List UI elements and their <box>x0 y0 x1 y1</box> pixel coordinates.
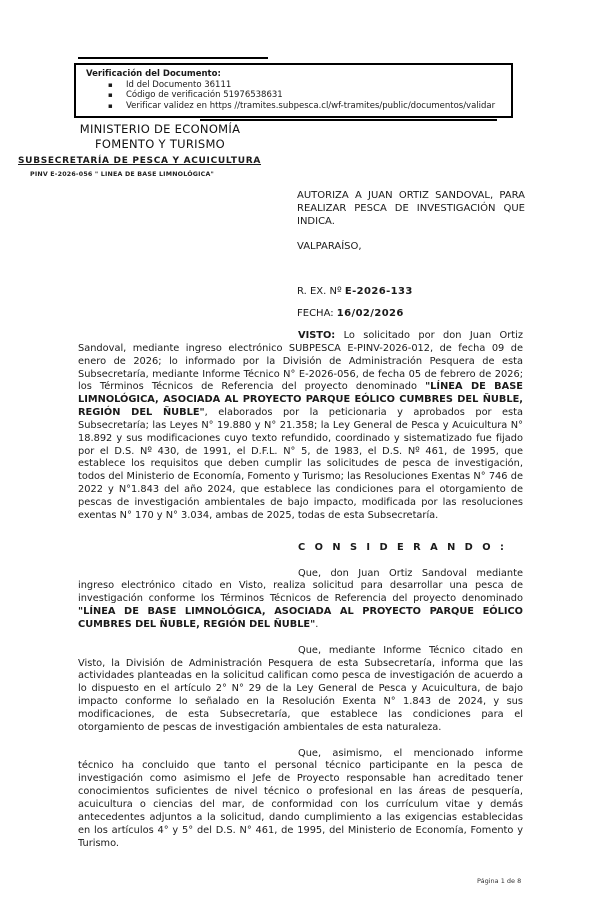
verification-list <box>86 80 505 111</box>
rex-label: R. EX. Nº <box>297 286 345 297</box>
fecha-value: 16/02/2026 <box>336 308 404 319</box>
resolution-subject: AUTORIZA A JUAN ORTIZ SANDOVAL, PARA REALIZAR PESCA DE INVESTIGACIÓN QUE INDICA. <box>297 190 525 227</box>
square-bullet-icon: ▪ <box>108 81 113 90</box>
ministry-line1: MINISTERIO DE ECONOMÍA <box>79 122 241 136</box>
verification-item <box>108 80 505 90</box>
city-line: VALPARAÍSO, <box>297 241 362 252</box>
fecha-label: FECHA: <box>297 308 337 319</box>
considerando-paragraph-2: Que, mediante Informe Técnico citado en Visto, la División de Administración Pesquera de esta Subsecretaría, informa que las actividades planteadas en la solicitud califican como pesca de investigación de acuerdo a lo dispuesto en el artículo 2° N° 29 de la Ley General de Pesca y Acuicultura, de bajo impacto conforme lo señalado en la Resolución Exenta N° 1.843 de 2024, y sus modificaciones, de esta Subsecretaría, que establece las condiciones para el otorgamiento de pescas de investigación ambientales de esta naturaleza. <box>78 644 523 733</box>
verification-box <box>74 63 513 118</box>
verification-item <box>108 101 505 111</box>
p1-text-after: . <box>315 618 319 630</box>
document-body <box>78 330 523 850</box>
p1-project-title: "LÍNEA DE BASE LIMNOLÓGICA, ASOCIADA AL PROYECTO PARQUE EÓLICO CUMBRES DEL ÑUBLE, REGIÓN DEL ÑUBLE" <box>78 606 523 630</box>
subsecretaria-title: SUBSECRETARÍA DE PESCA Y ACUICULTURA <box>18 156 262 166</box>
square-bullet-icon: ▪ <box>108 91 113 100</box>
verification-item-text: Id del Documento 36111 <box>126 80 232 91</box>
visto-text-before: Lo solicitado por don Juan Ortiz Sandoval, mediante ingreso electrónico SUBPESCA E-PINV-2026-012, de fecha 09 de enero de 2026; lo informado por la División de Administración Pesquera de esta Subsecretaría, mediante Informe Técnico N° E-2026-056, de fecha 05 de febrero de 2026; los Términos Técnicos de Referencia del proyecto denominado <box>78 330 523 393</box>
visto-paragraph <box>78 330 523 523</box>
page-number: Página 1 de 8 <box>477 877 522 885</box>
considerando-paragraph-1 <box>78 568 523 632</box>
considerando-heading: C O N S I D E R A N D O : <box>298 541 507 553</box>
visto-project-title: "LÍNEA DE BASE LIMNOLÓGICA, ASOCIADA AL PROYECTO PARQUE EÓLICO CUMBRES DEL ÑUBLE, REGIÓN DEL ÑUBLE" <box>78 381 523 419</box>
visto-label: VISTO: <box>298 330 336 341</box>
verification-item <box>108 90 505 100</box>
project-code: PINV E-2026-056 " LINEA DE BASE LIMNOLÓGICA" <box>30 171 215 178</box>
square-bullet-icon: ▪ <box>108 101 113 110</box>
considerando-paragraph-3: Que, asimismo, el mencionado informe técnico ha concluido que tanto el personal técnico participante en la pesca de investigación como asimismo el Jefe de Proyecto responsable han acreditado tener conocimientos suficientes de nivel técnico o profesional en las áreas de pesquería, acuicultura o ciencias del mar, de conformidad con los currículum vitae y demás antecedentes adjuntos a la solicitud, dando cumplimiento a las exigencias establecidas en los artículos 4° y 5° del D.S. N° 461, de 1995, del Ministerio de Economía, Fomento y Turismo. <box>78 747 523 849</box>
verification-item-text: Verificar validez en https //tramites.subpesca.cl/wf-tramites/public/documentos/validar <box>126 100 496 111</box>
p1-text-before: Que, don Juan Ortiz Sandoval mediante ingreso electrónico citado en Visto, realiza solicitud para desarrollar una pesca de investigación conforme los Términos Técnicos de Referencia del proyecto denominado <box>78 567 523 605</box>
verification-title: Verificación del Documento: <box>86 69 221 79</box>
scan-artifact-line-bottom <box>200 119 497 121</box>
resolution-date-line <box>297 308 404 319</box>
ministry-letterhead <box>40 122 280 151</box>
rex-number: E-2026-133 <box>344 286 413 297</box>
resolution-number-line <box>297 286 413 297</box>
visto-text-after: , elaborados por la peticionaria y aprobados por esta Subsecretaría; las Leyes N° 19.880 y N° 21.358; la Ley General de Pesca y Acuicultura N° 18.892 y sus modificaciones cuyo texto refundido, coordinado y sistematizado fue fijado por el D.S. Nº 430, de 1991, el D.F.L. N° 5, de 1983, el D.S. Nº 461, de 1995, que establece los requisitos que deben cumplir las solicitudes de pesca de investigación, todos del Ministerio de Economía, Fomento y Turismo; las Resoluciones Exentas N° 746 de 2022 y N°1.843 del año 2024, que establece las condiciones para el otorgamiento de pescas de investigación ambientales de bajo impacto, modificada por las resoluciones exentas N° 170 y N° 3.034, ambas de 2025, todas de esta Subsecretaría. <box>78 407 523 521</box>
verification-item-text: Código de verificación 51976538631 <box>126 90 283 101</box>
scan-artifact-line-top <box>78 57 268 59</box>
ministry-line2: FOMENTO Y TURISMO <box>94 136 226 151</box>
